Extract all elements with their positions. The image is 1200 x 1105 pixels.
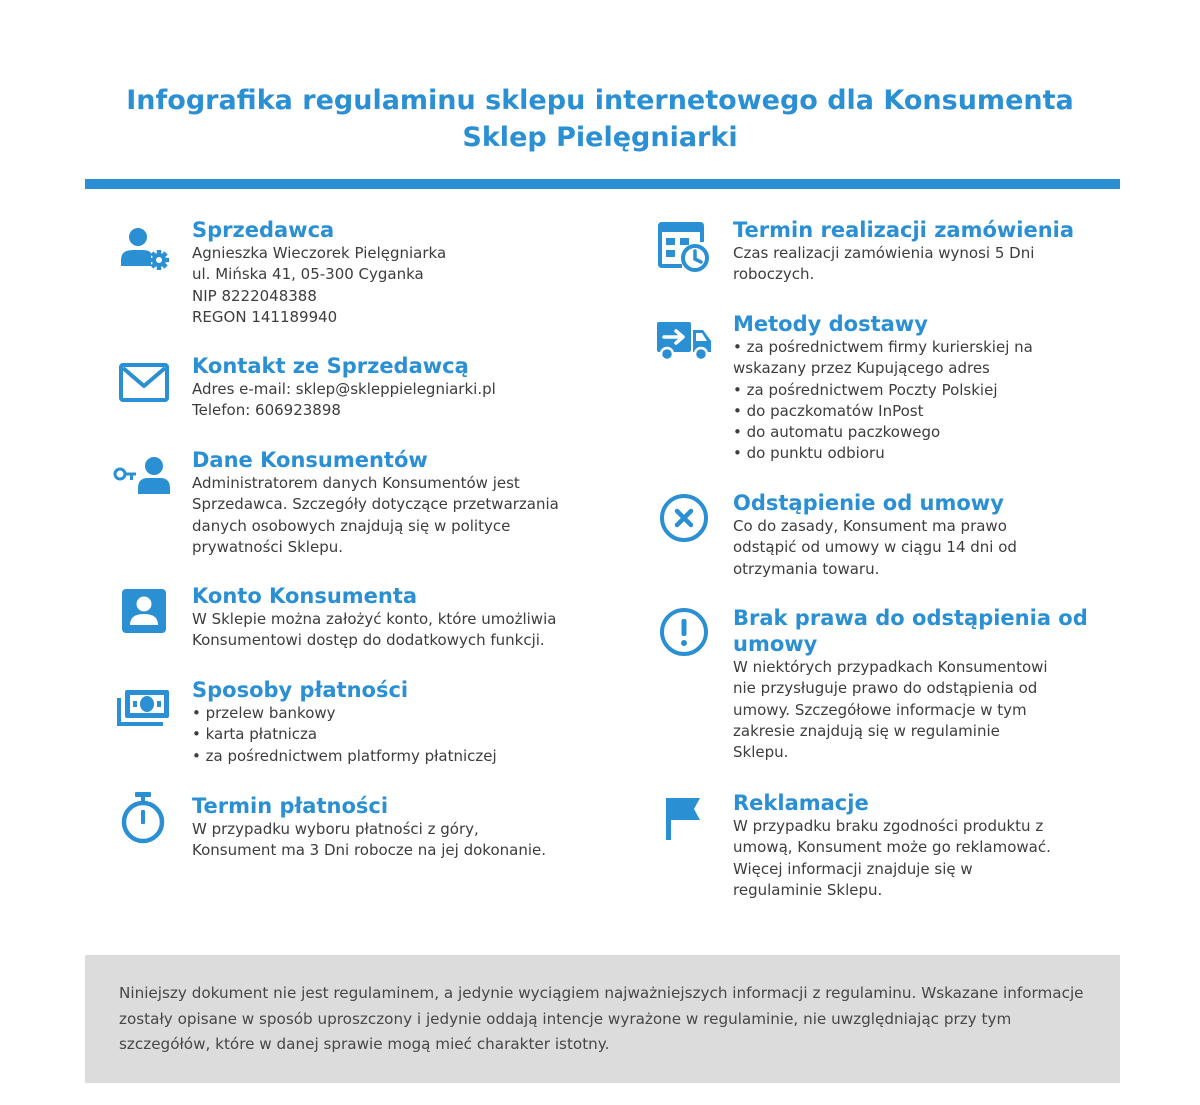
page-title-line-2: Sklep Pielęgniarki (462, 122, 738, 153)
account-line: W Sklepie można założyć konto, które umożliwia (192, 610, 557, 628)
payment-method-item: • przelew bankowy (192, 704, 336, 722)
consumer-data-title: Dane Konsumentów (192, 448, 428, 472)
withdrawal-line: otrzymania towaru. (733, 559, 880, 578)
no-withdrawal-line: W niektórych przypadkach Konsumentowi (733, 658, 1048, 676)
consumer-data-line: danych osobowych znajdują się w polityce (192, 516, 511, 535)
page-title (0, 82, 1200, 156)
consumer-data-line: prywatności Sklepu. (192, 537, 343, 556)
calendar-clock-icon (654, 216, 714, 276)
payment-term-title: Termin płatności (192, 794, 389, 818)
key-user-icon (112, 446, 172, 506)
seller-line: ul. Mińska 41, 05-300 Cyganka (192, 265, 424, 284)
complaints-line: W przypadku braku zgodności produktu z (733, 817, 1044, 835)
complaints-section (733, 790, 1051, 901)
complaints-line: umową, Konsument może go reklamować. (733, 838, 1051, 857)
withdrawal-line: Co do zasady, Konsument ma prawo (733, 517, 1007, 535)
contact-phone: Telefon: 606923898 (192, 401, 341, 420)
payment-method-item: • za pośrednictwem platformy płatniczej (192, 746, 497, 765)
payment-methods-section (192, 677, 497, 767)
user-gear-icon (113, 222, 173, 282)
disclaimer-text: Niniejszy dokument nie jest regulaminem, a jedynie wyciągiem najważniejszych informacji z regulaminu. Wskazane informacje zostały opisane w sposób uproszczony i jedynie oddają intencje wyrażone w regulaminie, nie uwzględniając przy tym szczegółów, które w danej sprawie mogą mieć charakter istotny. (119, 984, 1084, 1053)
seller-line: Agnieszka Wieczorek Pielęgniarka (192, 244, 447, 262)
no-withdrawal-title-line-1: Brak prawa do odstąpienia od (733, 606, 1088, 630)
contact-section (192, 353, 496, 422)
truck-icon (654, 310, 714, 370)
payment-term-line: Konsument ma 3 Dni robocze na jej dokonanie. (192, 841, 546, 860)
seller-title: Sprzedawca (192, 218, 335, 242)
account-line: Konsumentowi dostęp do dodatkowych funkcji. (192, 631, 545, 650)
payment-methods-title: Sposoby płatności (192, 678, 409, 702)
delivery-item: • za pośrednictwem Poczty Polskiej (733, 380, 998, 399)
no-withdrawal-section (733, 605, 1088, 763)
payment-method-item: • karta płatnicza (192, 725, 318, 744)
seller-line: NIP 8222048388 (192, 286, 317, 305)
cross-circle-icon (654, 488, 714, 548)
account-icon (114, 583, 174, 643)
page-title-line-1: Infografika regulaminu sklepu internetowego dla Konsumenta (126, 85, 1074, 116)
no-withdrawal-title-line-2: umowy (733, 632, 818, 656)
account-title: Konto Konsumenta (192, 584, 418, 608)
consumer-data-section (192, 447, 559, 558)
withdrawal-section (733, 490, 1017, 580)
title-divider (85, 179, 1120, 189)
no-withdrawal-line: zakresie znajdują się w regulaminie (733, 721, 1000, 740)
stopwatch-icon (113, 790, 173, 850)
account-section (192, 583, 556, 652)
order-term-section (733, 217, 1074, 286)
order-term-title: Termin realizacji zamówienia (733, 218, 1075, 242)
no-withdrawal-line: Sklepu. (733, 743, 789, 762)
contact-title: Kontakt ze Sprzedawcą (192, 354, 469, 378)
complaints-line: regulaminie Sklepu. (733, 880, 883, 899)
delivery-item: • do punktu odbioru (733, 444, 885, 463)
complaints-line: Więcej informacji znajduje się w (733, 859, 973, 878)
delivery-item: • za pośrednictwem firmy kurierskiej na (733, 338, 1033, 356)
withdrawal-title: Odstąpienie od umowy (733, 491, 1004, 515)
delivery-section (733, 311, 1033, 465)
contact-email: Adres e-mail: sklep@skleppielegniarki.pl (192, 380, 496, 398)
disclaimer-box (85, 955, 1120, 1083)
delivery-item: wskazany przez Kupującego adres (733, 359, 990, 378)
order-term-line: Czas realizacji zamówienia wynosi 5 Dni (733, 244, 1035, 262)
withdrawal-line: odstąpić od umowy w ciągu 14 dni od (733, 538, 1017, 557)
flag-icon (654, 788, 714, 848)
delivery-title: Metody dostawy (733, 312, 928, 336)
delivery-item: • do paczkomatów InPost (733, 401, 924, 420)
consumer-data-line: Sprzedawca. Szczegóły dotyczące przetwarzania (192, 495, 559, 514)
payment-term-section (192, 793, 546, 862)
money-icon (113, 678, 173, 738)
no-withdrawal-line: umowy. Szczegółowe informacje w tym (733, 700, 1027, 719)
seller-section (192, 217, 446, 328)
no-withdrawal-line: nie przysługuje prawo do odstąpienia od (733, 679, 1038, 698)
envelope-icon (113, 353, 173, 413)
delivery-item: • do automatu paczkowego (733, 423, 941, 442)
consumer-data-line: Administratorem danych Konsumentów jest (192, 474, 520, 492)
order-term-line: roboczych. (733, 265, 815, 284)
complaints-title: Reklamacje (733, 791, 869, 815)
seller-line: REGON 141189940 (192, 307, 338, 326)
exclamation-circle-icon (654, 602, 714, 662)
payment-term-line: W przypadku wyboru płatności z góry, (192, 820, 479, 838)
